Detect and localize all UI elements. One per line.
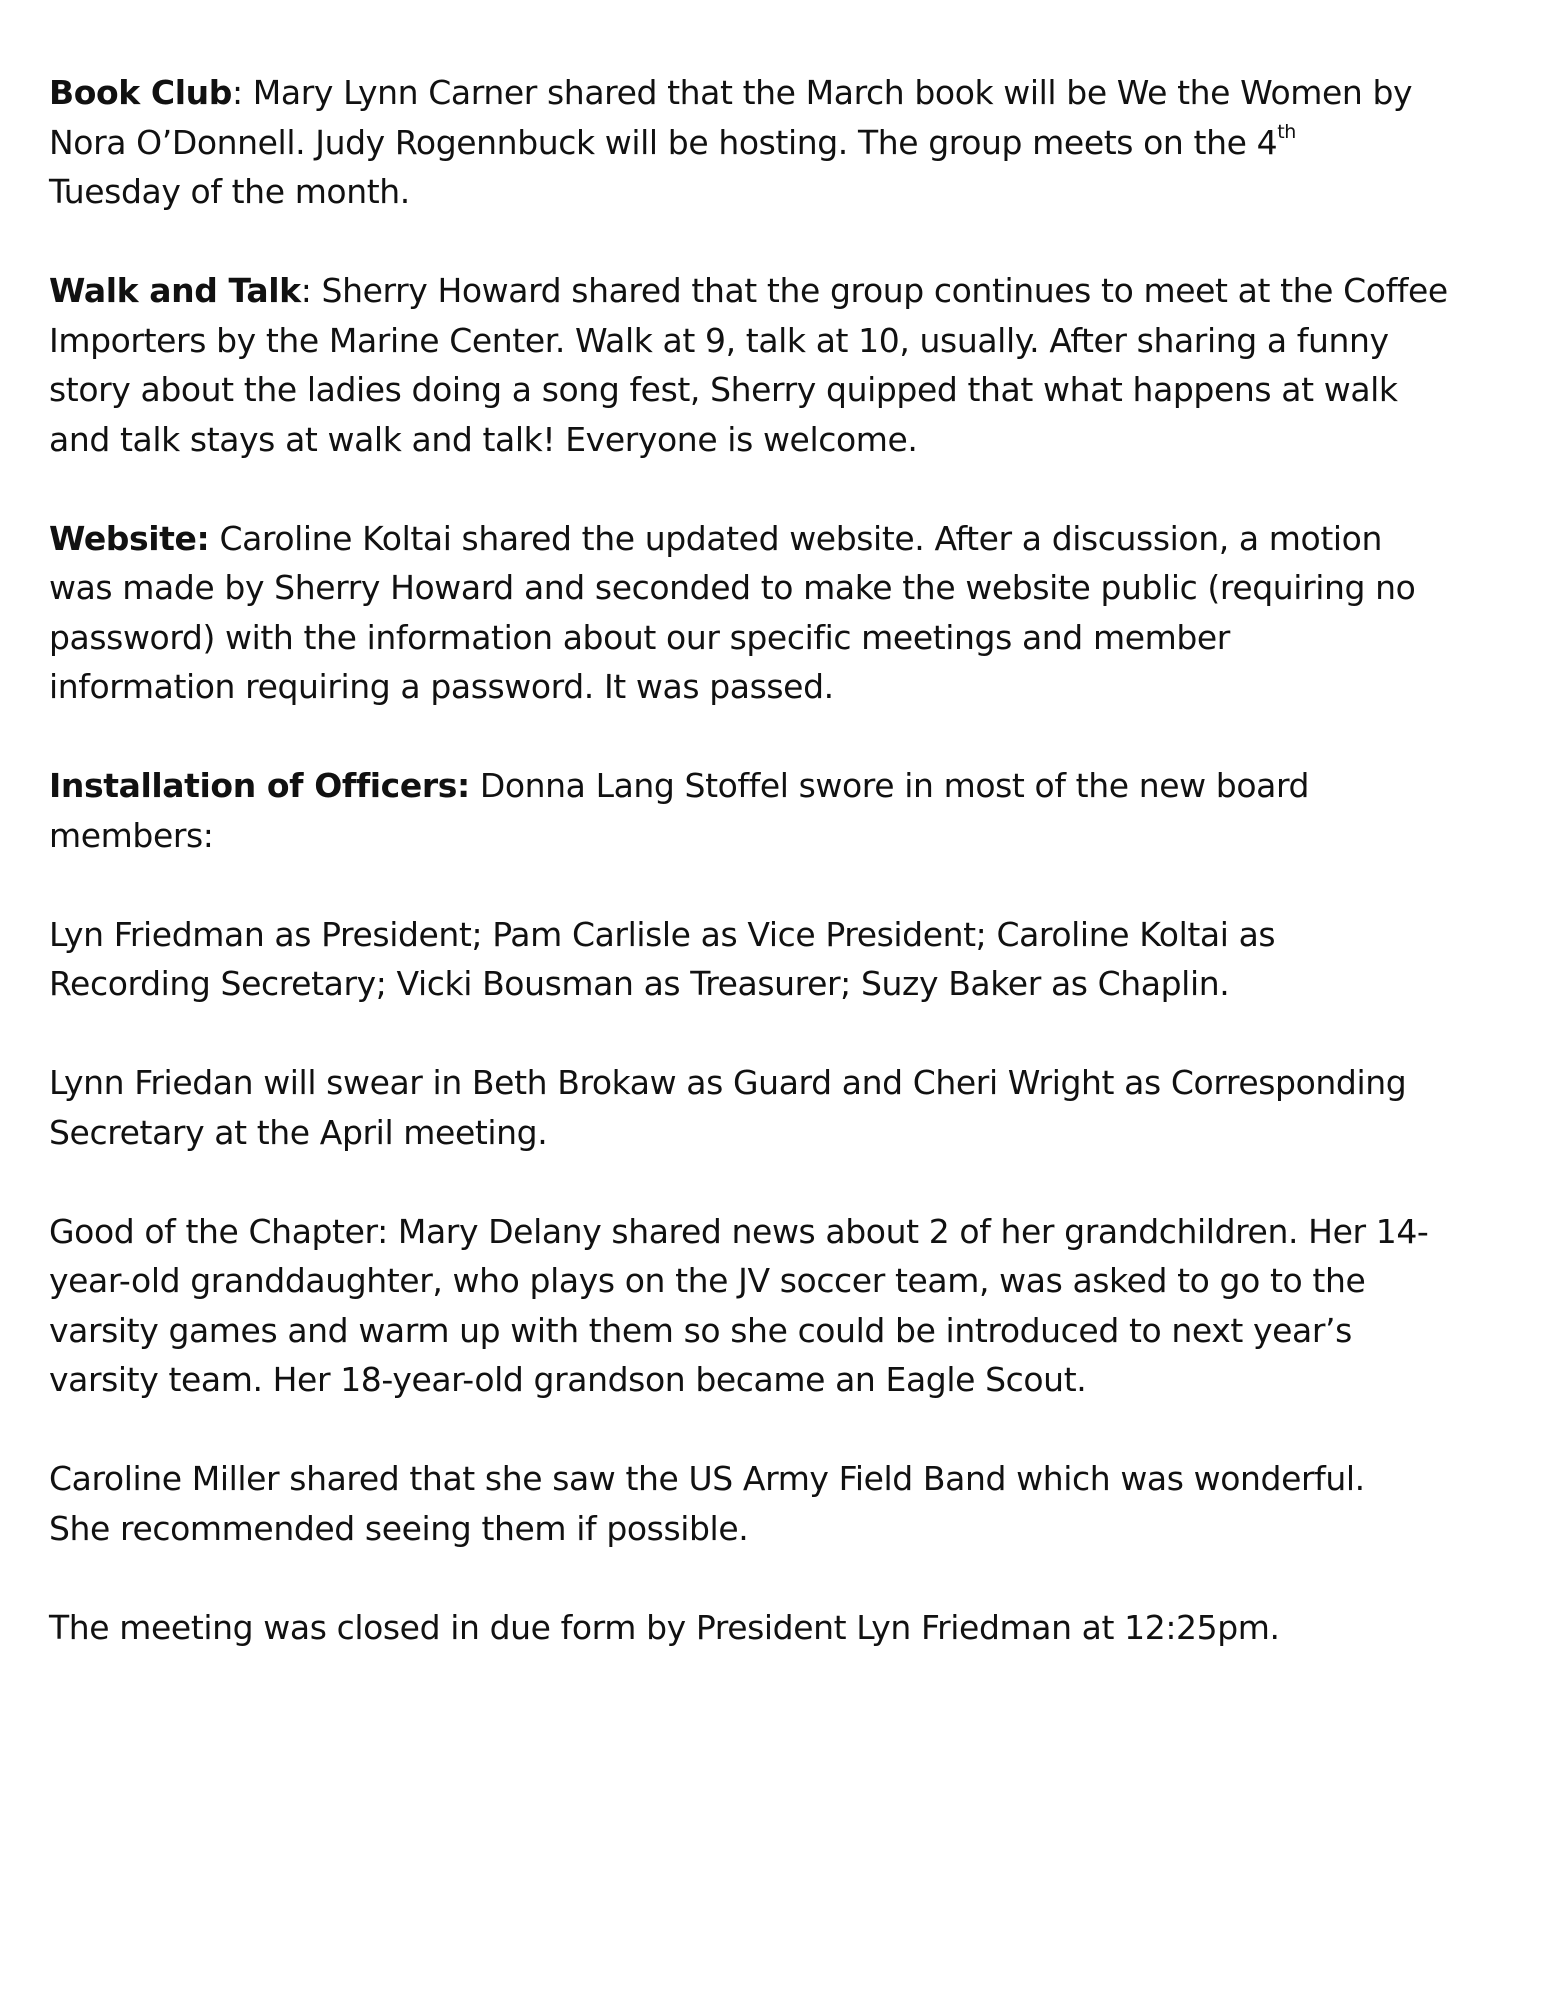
label-separator: : <box>300 271 322 310</box>
walk-and-talk-paragraph <box>49 266 1504 464</box>
website-text: Caroline Koltai shared the updated website. After a discussion, a motion was made by Sherry Howard and seconded to make the website public (requiring no password) with the information about our specific meetings and member information requiring a password. It was passed. <box>49 518 1416 706</box>
website-paragraph <box>49 514 1504 712</box>
good-of-chapter-paragraph: Good of the Chapter: Mary Delany shared news about 2 of her grandchildren. Her 14- year-old granddaughter, who plays on the JV soccer team, was asked to go to the varsity games and warm up with them so she could be introduced to next year’s varsity team. Her 18-year-old grandson became an Eagle Scout. <box>49 1211 1429 1399</box>
walk-and-talk-text: Sherry Howard shared that the group continues to meet at the Coffee Importers by the Marine Center. Walk at 9, talk at 10, usually. After sharing a funny story about the ladies doing a song fest, Sherry quipped that what happens at walk and talk stays at walk and talk! Everyone is welcome. <box>49 271 1448 459</box>
book-club-paragraph <box>49 68 1504 217</box>
walk-and-talk-label: Walk and Talk <box>49 271 301 310</box>
label-separator <box>470 766 480 805</box>
installation-paragraph <box>49 761 1504 860</box>
officers-paragraph: Lyn Friedman as President; Pam Carlisle as Vice President; Caroline Koltai as Recording Secretary; Vicki Bousman as Treasurer; Suzy Baker as Chaplin. <box>49 914 1276 1003</box>
installation-text: Donna Lang Stoffel swore in most of the new board members: <box>49 766 1310 855</box>
installation-label: Installation of Officers: <box>49 766 470 805</box>
document-page <box>49 68 1504 1702</box>
label-separator <box>209 519 219 558</box>
book-club-text-end: Tuesday of the month. <box>49 172 410 211</box>
ordinal-suffix: th <box>1277 120 1296 143</box>
closing-paragraph: The meeting was closed in due form by President Lyn Friedman at 12:25pm. <box>49 1607 1280 1647</box>
label-separator: : <box>231 73 253 112</box>
book-club-text: Mary Lynn Carner shared that the March book will be We the Women by Nora O’Donnell. Judy Rogennbuck will be hosting. The group meets on the 4 <box>49 73 1413 162</box>
website-label: Website: <box>49 518 210 558</box>
swear-in-paragraph: Lynn Friedan will swear in Beth Brokaw as Guard and Cheri Wright as Corresponding Secretary at the April meeting. <box>49 1063 1407 1152</box>
army-band-paragraph: Caroline Miller shared that she saw the US Army Field Band which was wonderful. She recommended seeing them if possible. <box>49 1459 1365 1548</box>
book-club-label: Book Club <box>49 73 232 112</box>
